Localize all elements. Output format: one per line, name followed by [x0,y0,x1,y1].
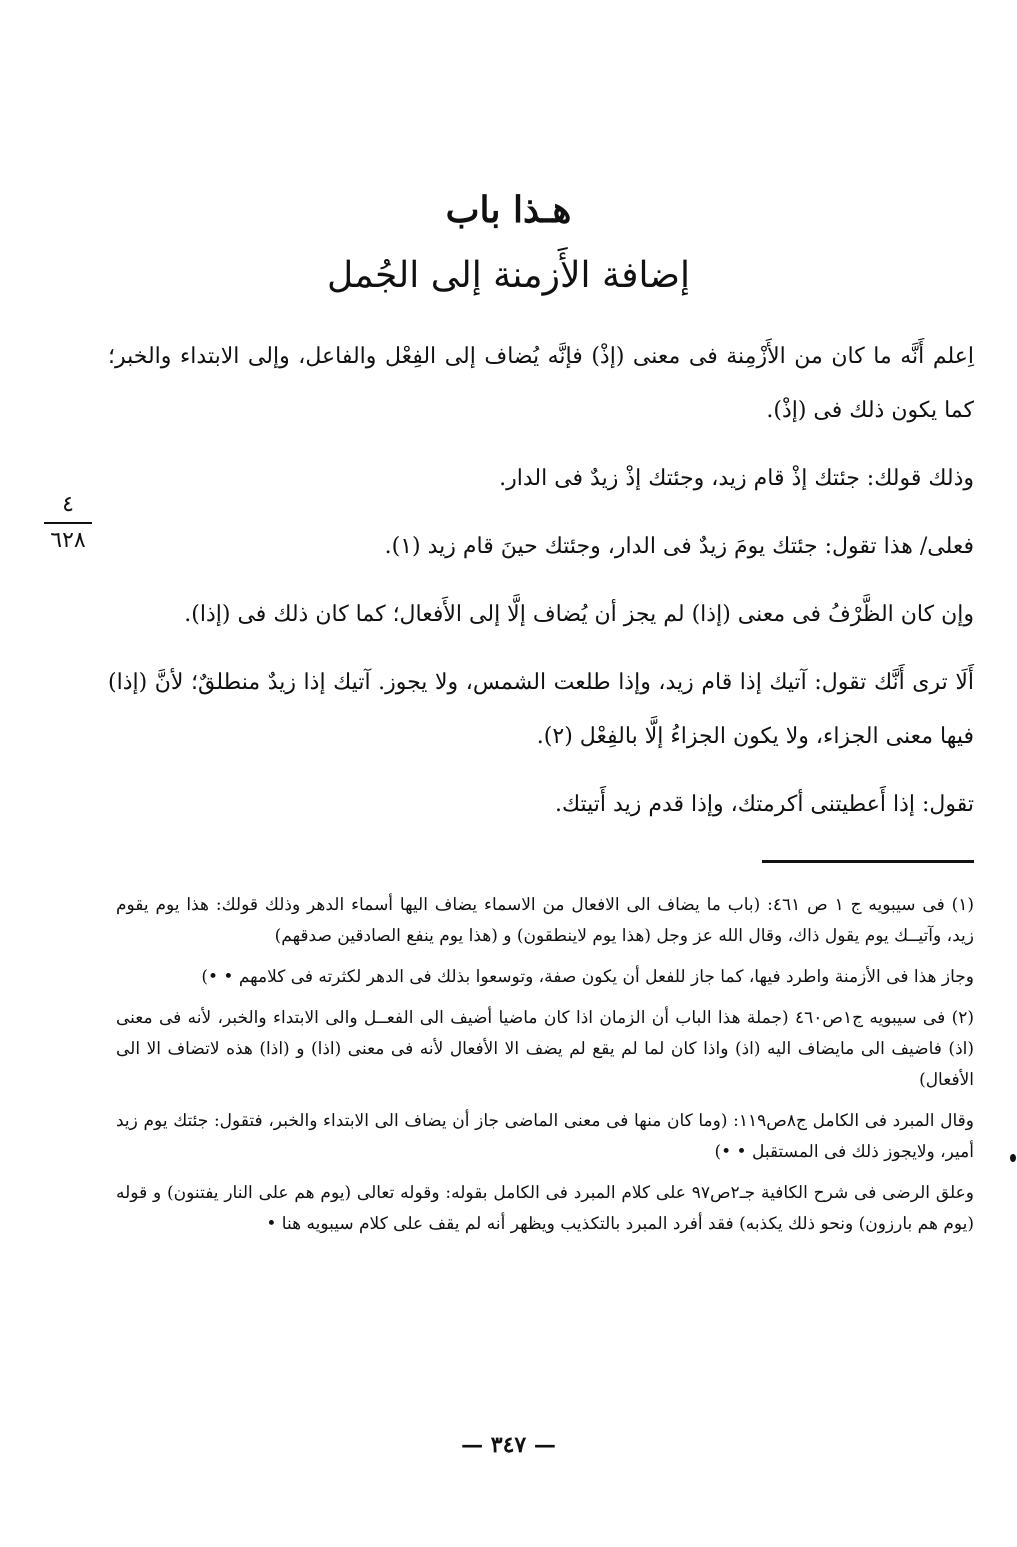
paragraph: وإن كان الظَّرْفُ فى معنى (إذا) لم يجز أن يُضاف إلَّا إلى الأَفعال؛ كما كان ذلك فى (إذا). [184,602,974,627]
footnote: (٢) فى سيبويه ج١ص٤٦٠ (جملة هذا الباب أن الزمان اذا كان ماضيا أضيف الى الفعــل والى الابتداء والخبر، لأنه فى معنى (اذ) فاضيف الى مايضاف اليه (اذ) واذا كان لما لم يقع لم يضف الا الأفعال لأنه فى معنى (اذا) و (اذا) هذه لاتضاف الا الى الأفعال) [116,1008,974,1090]
footnote: وجاز هذا فى الأزمنة واطرد فيها، كما جاز للفعل أن يكون صفة، وتوسعوا بذلك فى الدهر لكثرته فى كلامهم • •) [201,967,974,987]
footnotes [116,890,974,1250]
margin-reference [38,492,98,554]
footnote: وقال المبرد فى الكامل ج٨ص١١٩: (وما كان منها فى معنى الماضى جاز أن يضاف الى الابتداء والخبر، فتقول: جئتك يوم زيد أمير، ولايجوز ذلك فى المستقبل • •) [116,1111,975,1162]
chapter-title: إضافة الأَزمنة إلى الجُمل [326,255,690,296]
main-text [108,330,974,846]
paragraph: اِعلم أَنَّه ما كان من الأَزْمِنة فى معنى (إذْ) فإنَّه يُضاف إلى الفِعْل والفاعل، وإلى الابتداء والخبر؛ كما يكون ذلك فى (إذْ). [108,344,974,423]
paragraph: وذلك قولك: جئتك إذْ قام زيد، وجئتك إذْ زيدٌ فى الدار. [499,466,974,491]
paragraph: أَلَا ترى أَنَّك تقول: آتيك إذا قام زيد، وإذا طلعت الشمس، ولا يجوز. آتيك إذا زيدٌ منطلقٌ؛ لأنَّ (إذا) فيها معنى الجزاء، ولا يكون الجزاءُ إلَّا بالفِعْل (٢). [108,670,974,749]
chapter-heading: هـذا باب [445,189,572,231]
page-number: — ٣٤٧ — [461,1432,556,1458]
paragraph: تقول: إذا أَعطيتنى أكرمتك، وإذا قدم زيد أَتيتك. [555,792,974,817]
margin-reference-bottom: ٦٢٨ [50,528,86,553]
footnote-separator [762,860,974,863]
footnote: (١) فى سيبويه ج ١ ص ٤٦١: (باب ما يضاف الى الافعال من الاسماء يضاف اليها أسماء الدهر وذلك قولك: هذا يوم يقوم زيد، وآتيــك يوم يقول ذاك، وقال الله عز وجل (هذا يوم لاينطقون) و (هذا يوم ينفع الصادقين صدقهم) [116,895,974,946]
margin-reference-top: ٤ [62,492,74,517]
scan-mark [1010,1154,1016,1162]
footnote: وعلق الرضى فى شرح الكافية جـ٢ص٩٧ على كلام المبرد فى الكامل بقوله: وقوله تعالى (يوم هم على النار يفتنون) و قوله (يوم هم بارزون) ونحو ذلك يكذبه) فقد أفرد المبرد بالتكذيب ويظهر أنه لم يقف على كلام سيبويه هنا • [116,1183,974,1234]
paragraph: فعلى/ هذا تقول: جئتك يومَ زيدٌ فى الدار، وجئتك حينَ قام زيد (١). [384,534,974,559]
margin-reference-rule [44,522,92,524]
